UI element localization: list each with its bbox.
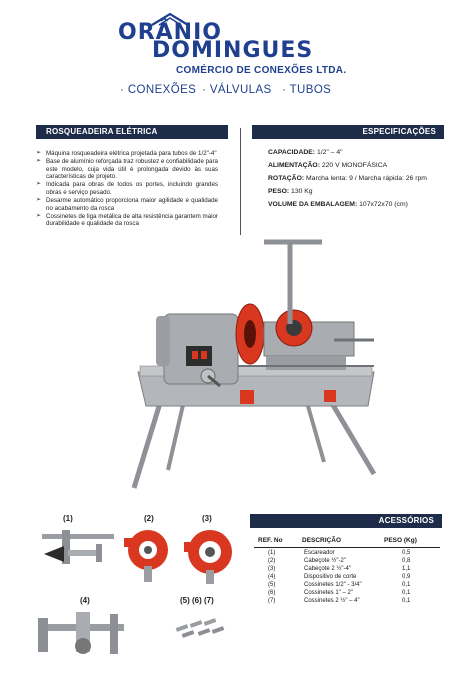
feature-item: ➢ Desarme automático proporciona maior agilidade e qualidade no acabamento da rosca: [36, 197, 218, 212]
feature-item: ➢ Cossinetes de liga metálica de alta resistência garantem maior durabilidade e qualidade da rosca: [36, 213, 218, 228]
feature-item: ➢ Máquina rosqueadeira elétrica projetada para tubos de 1/2"-4": [36, 150, 218, 158]
tool-label-3: (3): [202, 514, 212, 523]
header-weight: PESO (Kg): [384, 537, 417, 544]
die-head-small-image: [120, 522, 176, 586]
category-nav: [0, 84, 466, 100]
chaser-dies-image: [172, 612, 232, 642]
spec-power: ALIMENTAÇÃO: 220 V MONOFÁSICA: [268, 162, 388, 169]
pipe-cutter-image: [36, 604, 126, 664]
table-row: (7) Cossinetes 2 ½" – 4" 0,1: [268, 598, 411, 604]
feature-item: ➢ Base de alumínio reforçada traz robustez e confiabilidade para este modelo, cuja vida útil é prolongada devido às suas características de projeto.: [36, 158, 218, 181]
nav-item-valvulas[interactable]: · VÁLVULAS: [202, 84, 272, 96]
nav-item-tubos[interactable]: · TUBOS: [282, 84, 332, 96]
feature-list: [36, 150, 218, 228]
tool-label-1: (1): [63, 514, 73, 523]
table-row: (2) Cabeçote ½"-2" 0,8: [268, 558, 411, 564]
header-divider: [254, 547, 440, 548]
reamer-image: [38, 524, 118, 572]
table-row: (5) Cossinetes 1/2" - 3/4" 0,1: [268, 582, 411, 588]
logo-text-line2: DOMINGUES: [152, 38, 314, 63]
specs-title-bar: ESPECIFICAÇÕES: [252, 125, 444, 139]
die-head-large-image: [180, 522, 240, 586]
header-description: DESCRIÇÃO: [302, 537, 342, 544]
spec-package-volume: VOLUME DA EMBALAGEM: 107x72x70 (cm): [268, 201, 408, 208]
table-row: (6) Cossinetes 1" – 2" 0,1: [268, 590, 411, 596]
column-divider: [240, 128, 241, 235]
header-ref: REF. No: [258, 537, 283, 544]
accessories-title-bar: ACESSÓRIOS: [250, 514, 442, 528]
tool-label-4: (4): [80, 596, 90, 605]
nav-item-conexoes[interactable]: · CONEXÕES: [120, 84, 197, 96]
spec-capacity: CAPACIDADE: 1/2" – 4": [268, 149, 343, 156]
feature-item: ➢ Indicada para obras de todos os portes, incluindo grandes obras e serviço pesado.: [36, 181, 218, 196]
product-title-bar: ROSQUEADEIRA ELÉTRICA: [36, 125, 228, 139]
threading-machine-image: [124, 230, 386, 492]
table-row: (1) Escareador 0,5: [268, 550, 411, 556]
table-row: (3) Cabeçote 2 ½"-4" 1,1: [268, 566, 411, 572]
table-row: (4) Dispositivo de corte 0,9: [268, 574, 411, 580]
logo-text-line1: ORÂNIO: [118, 20, 222, 45]
tool-label-5-6-7: (5) (6) (7): [180, 596, 214, 605]
spec-rotation: ROTAÇÃO: Marcha lenta: 9 / Marcha rápida: 26 rpm: [268, 175, 427, 182]
spec-weight: PESO: 130 Kg: [268, 188, 313, 195]
tool-label-2: (2): [144, 514, 154, 523]
logo-subtitle: COMÉRCIO DE CONEXÕES LTDA.: [176, 65, 347, 76]
